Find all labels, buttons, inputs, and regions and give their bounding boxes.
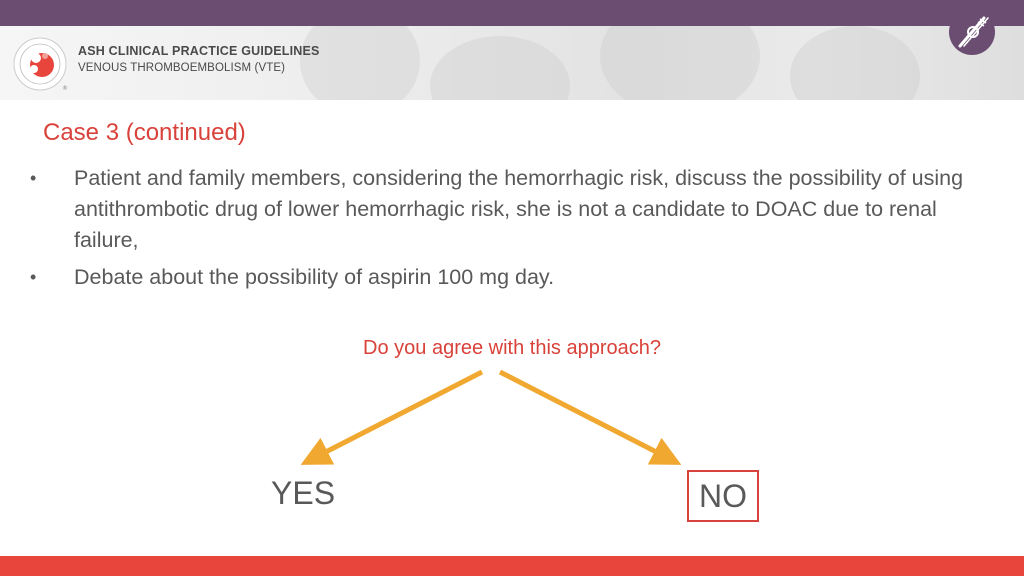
bullet-dot: •: [30, 267, 37, 287]
bullet-text: Debate about the possibility of aspirin 100 mg day.: [74, 265, 555, 289]
logo-title: ASH CLINICAL PRACTICE GUIDELINES: [78, 44, 320, 58]
bottom-bar: [0, 556, 1024, 576]
arrow-to-yes: [314, 372, 482, 458]
logo-subtitle: VENOUS THROMBOEMBOLISM (VTE): [78, 62, 286, 74]
bullet-text: Patient and family members, considering the hemorrhagic risk, discuss the possibility of using antithrombotic drug of lower hemorrhagic risk, she is not a candidate to DOAC due to renal failure,: [74, 166, 964, 252]
arrow-to-no: [500, 372, 668, 458]
question-text: Do you agree with this approach?: [363, 337, 661, 359]
yes-option: YES: [271, 475, 336, 511]
slide-title: Case 3 (continued): [43, 119, 246, 146]
bullet-dot: •: [30, 168, 37, 188]
no-option: NO: [687, 470, 759, 522]
svg-text:®: ®: [62, 85, 68, 92]
